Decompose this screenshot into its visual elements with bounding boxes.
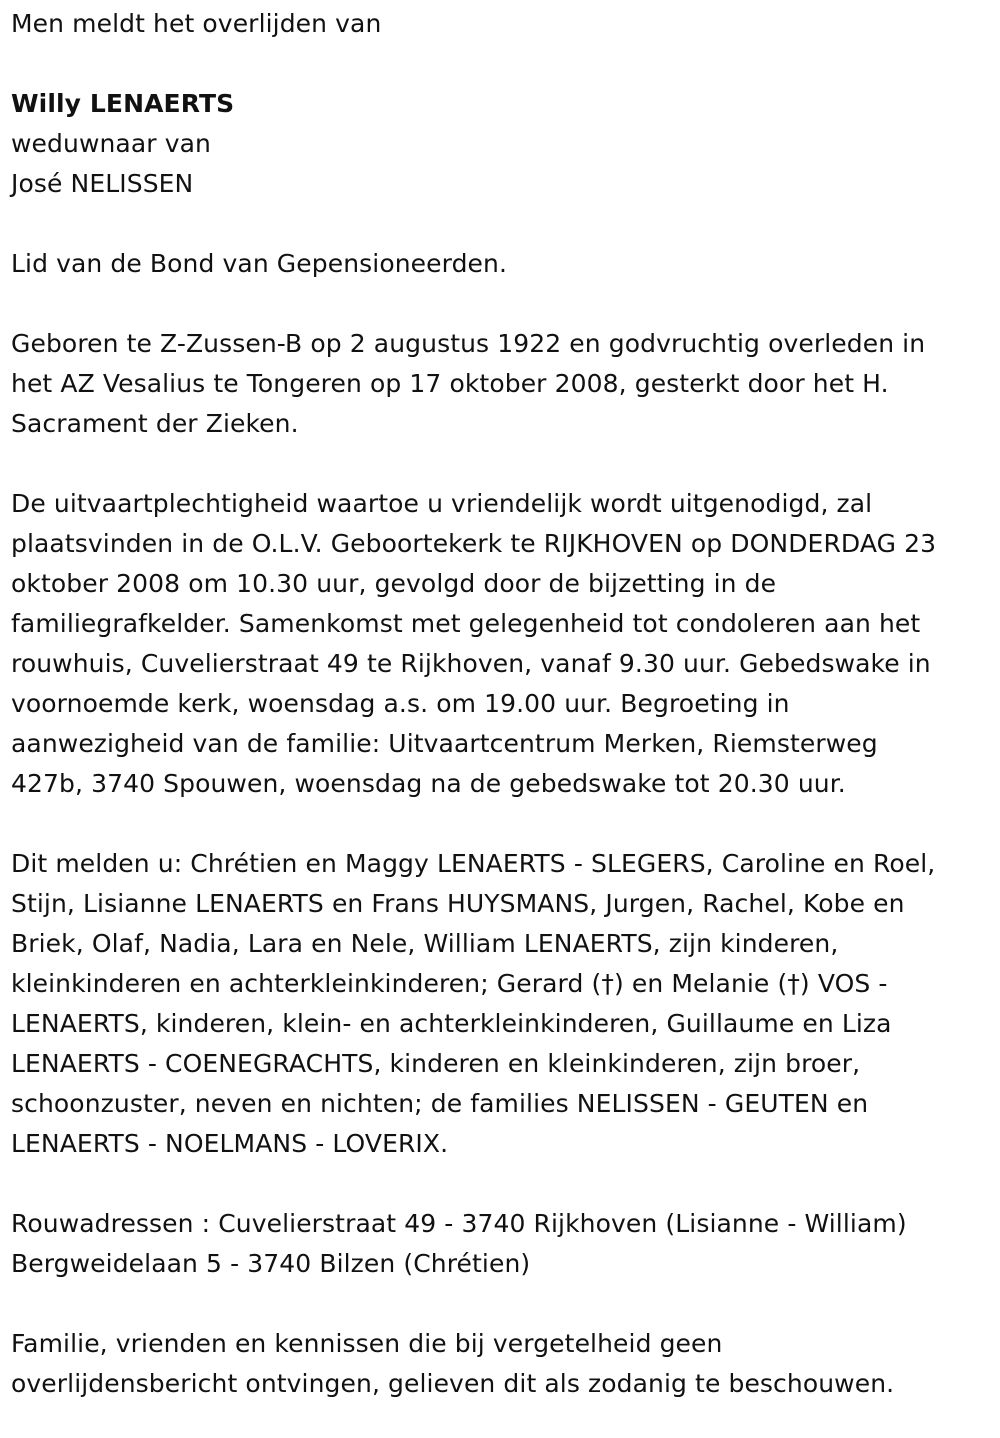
obituary-notice — [11, 4, 991, 1404]
paragraph-line: kleinkinderen en achterkleinkinderen; Gerard (†) en Melanie (†) VOS - — [11, 969, 888, 998]
paragraph-line: De uitvaartplechtigheid waartoe u vriendelijk wordt uitgenodigd, zal — [11, 489, 873, 518]
closing-paragraph — [11, 1324, 991, 1404]
funeral-paragraph — [11, 484, 991, 804]
spacer — [11, 1164, 991, 1204]
paragraph-line: 427b, 3740 Spouwen, woensdag na de gebedswake tot 20.30 uur. — [11, 769, 846, 798]
paragraph-line: voornoemde kerk, woensdag a.s. om 19.00 uur. Begroeting in — [11, 689, 790, 718]
spacer — [11, 44, 991, 84]
spacer — [11, 444, 991, 484]
deceased-name: Willy LENAERTS — [11, 89, 235, 118]
paragraph-line: LENAERTS - COENEGRACHTS, kinderen en kleinkinderen, zijn broer, — [11, 1049, 861, 1078]
paragraph-line: Sacrament der Zieken. — [11, 409, 299, 438]
paragraph-line: Rouwadressen : Cuvelierstraat 49 - 3740 Rijkhoven (Lisianne - William) — [11, 1209, 907, 1238]
paragraph-line: Briek, Olaf, Nadia, Lara en Nele, William LENAERTS, zijn kinderen, — [11, 929, 839, 958]
paragraph-line: aanwezigheid van de familie: Uitvaartcentrum Merken, Riemsterweg — [11, 729, 878, 758]
spacer — [11, 284, 991, 324]
spacer — [11, 1284, 991, 1324]
intro-text: Men meldt het overlijden van — [11, 9, 382, 38]
membership-text: Lid van de Bond van Gepensioneerden. — [11, 249, 508, 278]
paragraph-line: familiegrafkelder. Samenkomst met gelegenheid tot condoleren aan het — [11, 609, 921, 638]
paragraph-line: Familie, vrienden en kennissen die bij vergetelheid geen — [11, 1329, 723, 1358]
paragraph-line: Geboren te Z-Zussen-B op 2 augustus 1922 en godvruchtig overleden in — [11, 329, 926, 358]
paragraph-line: rouwhuis, Cuvelierstraat 49 te Rijkhoven, vanaf 9.30 uur. Gebedswake in — [11, 649, 931, 678]
paragraph-line: Dit melden u: Chrétien en Maggy LENAERTS - SLEGERS, Caroline en Roel, — [11, 849, 936, 878]
paragraph-line: schoonzuster, neven en nichten; de families NELISSEN - GEUTEN en — [11, 1089, 869, 1118]
paragraph-line: het AZ Vesalius te Tongeren op 17 oktober 2008, gesterkt door het H. — [11, 369, 889, 398]
family-paragraph — [11, 844, 991, 1164]
addresses-paragraph — [11, 1204, 991, 1284]
spouse-name: José NELISSEN — [11, 169, 194, 198]
paragraph-line: overlijdensbericht ontvingen, gelieven dit als zodanig te beschouwen. — [11, 1369, 895, 1398]
paragraph-line: oktober 2008 om 10.30 uur, gevolgd door de bijzetting in de — [11, 569, 777, 598]
spacer — [11, 204, 991, 244]
paragraph-line: plaatsvinden in de O.L.V. Geboortekerk te RIJKHOVEN op DONDERDAG 23 — [11, 529, 937, 558]
relation-text: weduwnaar van — [11, 129, 211, 158]
spacer — [11, 804, 991, 844]
paragraph-line: LENAERTS, kinderen, klein- en achterkleinkinderen, Guillaume en Liza — [11, 1009, 892, 1038]
paragraph-line: Stijn, Lisianne LENAERTS en Frans HUYSMANS, Jurgen, Rachel, Kobe en — [11, 889, 905, 918]
paragraph-line: Bergweidelaan 5 - 3740 Bilzen (Chrétien) — [11, 1249, 531, 1278]
birth-death-paragraph — [11, 324, 991, 444]
paragraph-line: LENAERTS - NOELMANS - LOVERIX. — [11, 1129, 449, 1158]
